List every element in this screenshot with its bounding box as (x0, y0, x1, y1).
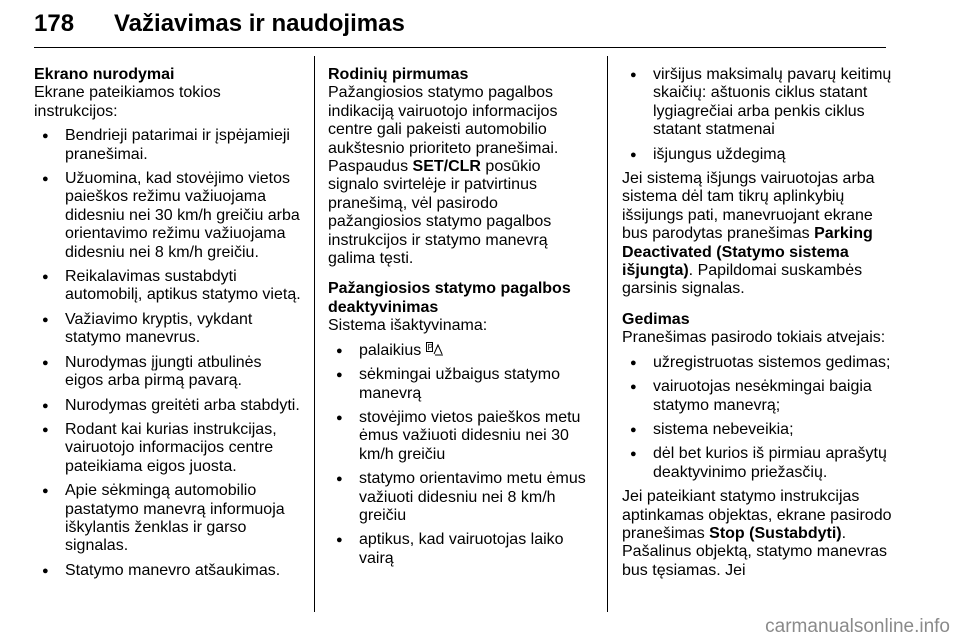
list-item: ● Reikalavimas sustabdyti automobilį, aptikus statymo vietą. (34, 268, 304, 305)
list-item: ● Užuomina, kad stovėjimo vietos paieškos režimu važiuojama didesniu nei 30 km/h greičiu arba orientavimo režimu važiuojama didesniu nei 8 km/h greičiu. (34, 170, 304, 262)
stop-paragraph (622, 488, 898, 580)
list-item: ● Bendrieji patarimai ir įspėjamieji pranešimai. (34, 127, 304, 164)
list-item: ● vairuotojas nesėkmingai baigia statymo manevrą; (622, 378, 898, 415)
column-2 (328, 66, 594, 568)
page-header (34, 8, 886, 44)
list-item: ● užregistruotas sistemos gedimas; (622, 354, 898, 372)
section-intro: Ekrane pateikiamos tokios instrukcijos: (34, 84, 221, 120)
column-divider-1 (314, 56, 315, 612)
button-label-set-clr: SET/CLR (412, 158, 481, 176)
list-item: ● stovėjimo vietos paieškos metu ėmus važiuoti didesniu nei 30 km/h greičiu (328, 409, 594, 464)
paragraph-text: . Papildomai suskambės garsinis signalas. (622, 262, 863, 298)
list-item: ● sėkmingai užbaigus statymo manevrą (328, 366, 594, 403)
list-item: ● Važiavimo kryptis, vykdant statymo manevrus. (34, 311, 304, 348)
priority-paragraph (328, 84, 594, 268)
page-number: 178 (34, 10, 75, 37)
list-item: ● dėl bet kurios iš pirmiau aprašytų deaktyvinimo priežasčių. (622, 445, 898, 482)
column-divider-2 (607, 56, 608, 612)
chapter-title: Važiavimas ir naudojimas (114, 10, 405, 37)
paragraph-text: Jei sistemą išjungs vairuotojas arba sistema dėl tam tikrų aplinkybių išsijungs pati, manevruojant ekrane bus parodytas pranešimas (622, 170, 875, 243)
list-item: ● Statymo manevro atšaukimas. (34, 562, 304, 580)
column-3 (622, 66, 898, 580)
paragraph-text: Jei pateikiant statymo instrukcijas aptinkamas objektas, ekrane pasirodo pranešimas (622, 488, 892, 542)
deactivation-list-continued (622, 66, 898, 164)
section-intro: Sistema išaktyvinama: (328, 317, 488, 335)
fault-list (622, 354, 898, 482)
deactivation-paragraph (622, 170, 898, 299)
column-1 (34, 66, 304, 580)
list-item: ● statymo orientavimo metu ėmus važiuoti didesniu nei 8 km/h greičiu (328, 470, 594, 525)
section-heading-fault: Gedimas (622, 310, 690, 328)
section-heading-display: Ekrano nurodymai (34, 66, 175, 83)
instruction-list (34, 127, 304, 580)
list-item: ● Nurodymas greitėti arba stabdyti. (34, 397, 304, 415)
paragraph-text: Pažangiosios statymo pagalbos indikaciją vairuotojo informacijos centre gali pakeisti automobilio aukštesnio prioriteto pranešimai. Paspaudus (328, 84, 559, 176)
header-divider (34, 47, 886, 48)
list-item: ● išjungus uždegimą (622, 146, 898, 164)
parking-assist-icon (426, 342, 444, 356)
list-item (328, 342, 594, 360)
section-intro: Pranešimas pasirodo tokiais atvejais: (622, 329, 886, 347)
deactivation-list (328, 342, 594, 568)
list-item: ● sistema nebeveikia; (622, 421, 898, 439)
list-item-text: palaikius (359, 341, 422, 359)
svg-text:P: P (427, 342, 433, 352)
message-parking-deactivated: Parking Deactivated (Statymo sistema išjungta) (622, 225, 873, 280)
section-heading-deactivation: Pažangiosios statymo pagalbos deaktyvinimas (328, 280, 571, 316)
list-item: ● aptikus, kad vairuotojas laiko vairą (328, 531, 594, 568)
section-heading-priority: Rodinių pirmumas (328, 66, 469, 83)
list-item: ● viršijus maksimalų pavarų keitimų skaičių: aštuonis ciklus statant lygiagrečiai arba penkis ciklus statant statmenai (622, 66, 898, 140)
paragraph-text: posūkio signalo svirtelėje ir patvirtinus pranešimą, vėl pasirodo pažangiosios statymo pagalbos instrukcijos ir statymo manevrą galima tęsti. (328, 158, 552, 268)
message-stop: Stop (Sustabdyti) (709, 524, 842, 542)
list-item: ● Rodant kai kurias instrukcijas, vairuotojo informacijos centre pateikiama eigos juosta. (34, 421, 304, 476)
watermark: carmanualsonline.info (765, 616, 950, 637)
list-item: ● Apie sėkmingą automobilio pastatymo manevrą informuoja iškylantis ženklas ir garso signalas. (34, 482, 304, 556)
paragraph-text: . Pašalinus objektą, statymo manevras bus tęsiamas. Jei (622, 524, 888, 579)
list-item: ● Nurodymas įjungti atbulinės eigos arba pirmą pavarą. (34, 354, 304, 391)
